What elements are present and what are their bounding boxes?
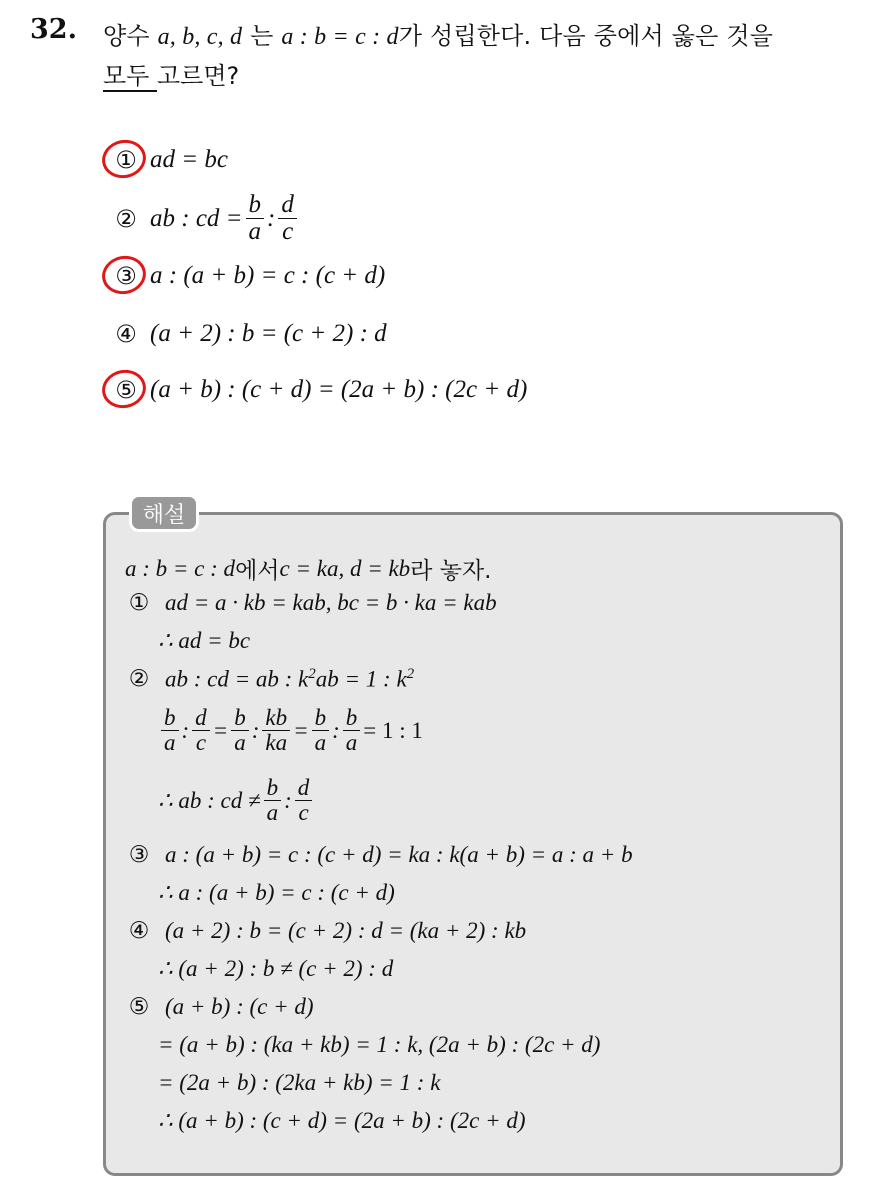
- choice-4-expr: (a + 2) : b = (c + 2) : d: [150, 320, 387, 347]
- choice-2-fraction-1: $\frac{b}{a}$: [246, 192, 265, 246]
- choice-5-number: ⑤: [110, 376, 142, 404]
- question-prefix: 양수: [103, 22, 158, 50]
- choice-4[interactable]: [110, 320, 387, 348]
- solution-4: ④ (a + 2) : b = (c + 2) : d = (ka + 2) : kb: [128, 918, 527, 944]
- solution-2: ② ab : cd = ab : $k^2ab = 1$ : $k^2$: [128, 666, 415, 693]
- solution-5-conclusion: ∴ (a + b) : (c + d) = (2a + b) : (2c + d): [158, 1108, 526, 1133]
- solution-2-conclusion: ∴ ab : cd ≠ $\frac{b}{a}$ : $\frac{d}{c}$: [158, 776, 315, 825]
- solution-5-line3: = (2a + b) : (2ka + kb) = 1 : k: [158, 1070, 441, 1095]
- solution-intro: a : b = c : d 에서 c = ka, d = kb 라 놓자.: [125, 555, 492, 584]
- choice-3[interactable]: [110, 262, 385, 290]
- solution-4-conclusion: ∴ (a + 2) : b ≠ (c + 2) : d: [158, 956, 394, 981]
- solution-1: ① ad = a · kb = kab, bc = b · ka = kab: [128, 590, 497, 616]
- question-suffix: 가 성립한다. 다음 중에서 옳은 것을: [398, 22, 774, 50]
- solution-3: ③ a : (a + b) = c : (c + d) = ka : k(a + b) = a : a + b: [128, 842, 633, 868]
- choice-3-expr: a : (a + b) = c : (c + d): [150, 262, 386, 289]
- choice-2-number: ②: [115, 204, 137, 233]
- choice-2-colon: :: [267, 204, 276, 232]
- question-rest: 고르면?: [157, 62, 240, 90]
- choice-5[interactable]: [110, 376, 527, 404]
- question-condition: a : b = c : d: [281, 24, 399, 50]
- choice-4-number: ④: [115, 320, 137, 348]
- choice-2-fraction-2: $\frac{d}{c}$: [278, 192, 297, 246]
- choice-2[interactable]: [110, 192, 300, 246]
- choice-1-expr: ad = bc: [150, 146, 228, 173]
- choice-2-expr-left: ab : cd =: [150, 204, 243, 232]
- question-text-line2: [103, 56, 239, 91]
- choice-5-expr: (a + b) : (c + d) = (2a + b) : (2c + d): [150, 376, 528, 403]
- question-vars: a, b, c, d: [157, 24, 243, 50]
- solution-3-conclusion: ∴ a : (a + b) = c : (c + d): [158, 880, 395, 905]
- question-number: 32.: [30, 14, 77, 45]
- question-underlined: 모두: [103, 62, 157, 90]
- solution-2-fraction-line: $\frac{b}{a}$ : $\frac{d}{c}$ = $\frac{b}{a}$ : $\frac{kb}{ka}$ = $\frac{b}{a}$ : $\frac{b}{a}$ = 1 : 1: [158, 706, 423, 755]
- choice-3-number: ③: [110, 262, 142, 290]
- solution-1-conclusion: ∴ ad = bc: [158, 628, 251, 653]
- choice-1[interactable]: [110, 146, 228, 174]
- choice-1-number: ①: [110, 146, 142, 174]
- solution-5-line2: = (a + b) : (ka + kb) = 1 : k, (2a + b) : (2c + d): [158, 1032, 601, 1057]
- solution-tab: 해설: [129, 494, 199, 532]
- question-text-line1: [103, 16, 873, 51]
- question-mid: 는: [242, 22, 282, 50]
- solution-5: ⑤ (a + b) : (c + d): [128, 994, 314, 1020]
